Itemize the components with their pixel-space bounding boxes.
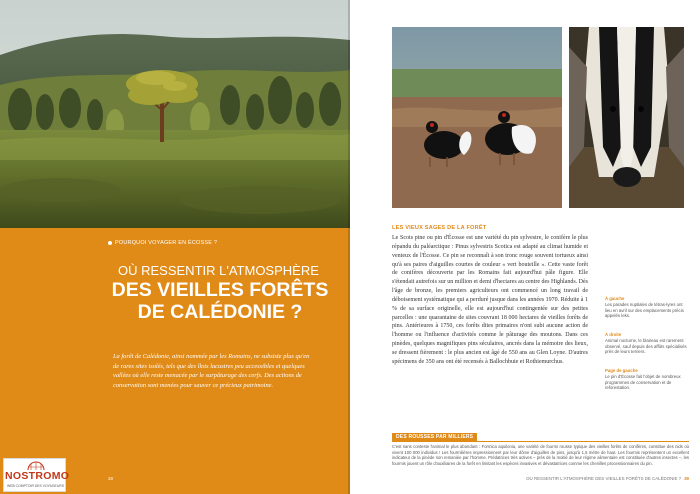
sidebar-box-title: DES ROUSSES PAR MILLIERS bbox=[392, 433, 477, 441]
section-title: LES VIEUX SAGES DE LA FORÊT bbox=[392, 225, 487, 231]
bullet-icon bbox=[108, 241, 112, 245]
caption-heading: À droite bbox=[605, 332, 622, 337]
logo-name: NOSTROMO bbox=[5, 470, 70, 482]
logo-tagline: WEB COMPTOIR DES VOYAGEURS bbox=[7, 484, 64, 488]
intro-paragraph: La forêt de Calédonie, ainsi nommée par les Romains, ne subsiste plus qu'en de rares sites isolés, tels que des îlots lacustres peu accessibles et quelques vallées où elle reste menacée par le surpâturage des cerfs. Des actions de conservation sont menées pour sauver ce précieux patrimoine. bbox=[113, 353, 310, 389]
sidebar-box-text: C'est sans conteste l'animal le plus abondant : Formica aquilonia, une variété de fourmi rousse typique des vieilles forêts de conifères, constitue des nids où vivent 100 000 individus ! Les fourmilières impressionnent par leur dôme d'aiguilles de pins, jusqu'à 1,5 mètre de haut. Les fourmis représentent un excellent indicateur de la pinède non remaniée par l'homme. Prédatrices très actives – près de la moitié de leur régime alimentaire est constituée d'autres insectes –, les fourmis jouent un rôle d'auxiliaires de la forêt en limitant les espèces invasives et dévastatrices comme les chenilles processionnaires du pin. bbox=[392, 444, 689, 466]
title-main: DES VIEILLES FORÊTS DE CALÉDONIE ? bbox=[111, 279, 329, 323]
caption-text: Animal nocturne, le blaireau est rarement observé, sauf depuis des affûts spécialisés près de leurs terriers. bbox=[605, 338, 687, 355]
section-kicker: POURQUOI VOYAGER EN ÉCOSSE ? bbox=[108, 240, 217, 246]
title-line-1: OÙ RESSENTIR L'ATMOSPHÈRE bbox=[118, 263, 319, 278]
nostromo-logo bbox=[3, 458, 70, 492]
forest-photo bbox=[0, 0, 350, 228]
caption-right-photo bbox=[605, 332, 689, 355]
caption-heading: Page de gauche bbox=[605, 368, 638, 373]
running-footer: OÙ RESSENTIR L'ATMOSPHÈRE DES VIEILLES FORÊTS DE CALÉDONIE ? 39 bbox=[526, 476, 689, 481]
grouse-photo bbox=[392, 27, 562, 208]
badger-photo bbox=[569, 27, 684, 208]
globe-icon bbox=[26, 460, 46, 470]
caption-left-photo bbox=[605, 296, 689, 319]
page-number-right: 39 bbox=[684, 476, 689, 481]
caption-text: Le pin d'Écosse fait l'objet de nombreux programmes de conservation et de reforestation. bbox=[605, 374, 681, 391]
caption-left-page bbox=[605, 368, 689, 391]
page-number-left: 38 bbox=[108, 476, 114, 481]
sidebar-box-rule bbox=[392, 441, 689, 442]
caption-heading: À gauche bbox=[605, 296, 625, 301]
body-paragraph: Le Scots pine ou pin d'Écosse est une variété du pin sylvestre, le conifère le plus répandu du paléarctique : Pinus sylvestris Scotica est adapté au climat humide et venteux de l'Écosse. Ce pin se reconnaît à son tronc rouge souvent tortueux ainsi qu'à ses paires d'aiguilles courtes de couleur « vert bouteille ». Cette vaste forêt de conifères découverte par les Romains fait aujourd'hui pâle figure. Elle s'étendait autrefois sur un million et demi d'hectares au centre des Highlands. Dès l'âge de bronze, les premiers agriculteurs ont commencé un long travail de déboisement systématique qui a perduré jusque dans les années 1970. Réduite à 1 % de sa surface originelle, elle est aujourd'hui contingentée sur des petites parcelles : une quarantaine de sites couvrant 18 000 hectares de vieilles forêts de pins. Antérieures à 1750, ces forêts dites primaires n'ont subi aucune action de l'homme ou l'influence d'activités comme le pâturage des moutons. Dans ces pinèdes, quelques magnifiques pins séculaires, ancrés dans la mémoire des lieux, se dressent fièrement : le plus ancien est âgé de 550 ans au Glen Loyne. D'autres spécimens de 350 ans ont été recensés à Ballochbuie et Rothiemurchus. bbox=[392, 235, 588, 365]
caption-text: Les parades nuptiales de tétras-lyres ont lieu en avril sur des emplacements précis appelés leks. bbox=[605, 302, 684, 319]
